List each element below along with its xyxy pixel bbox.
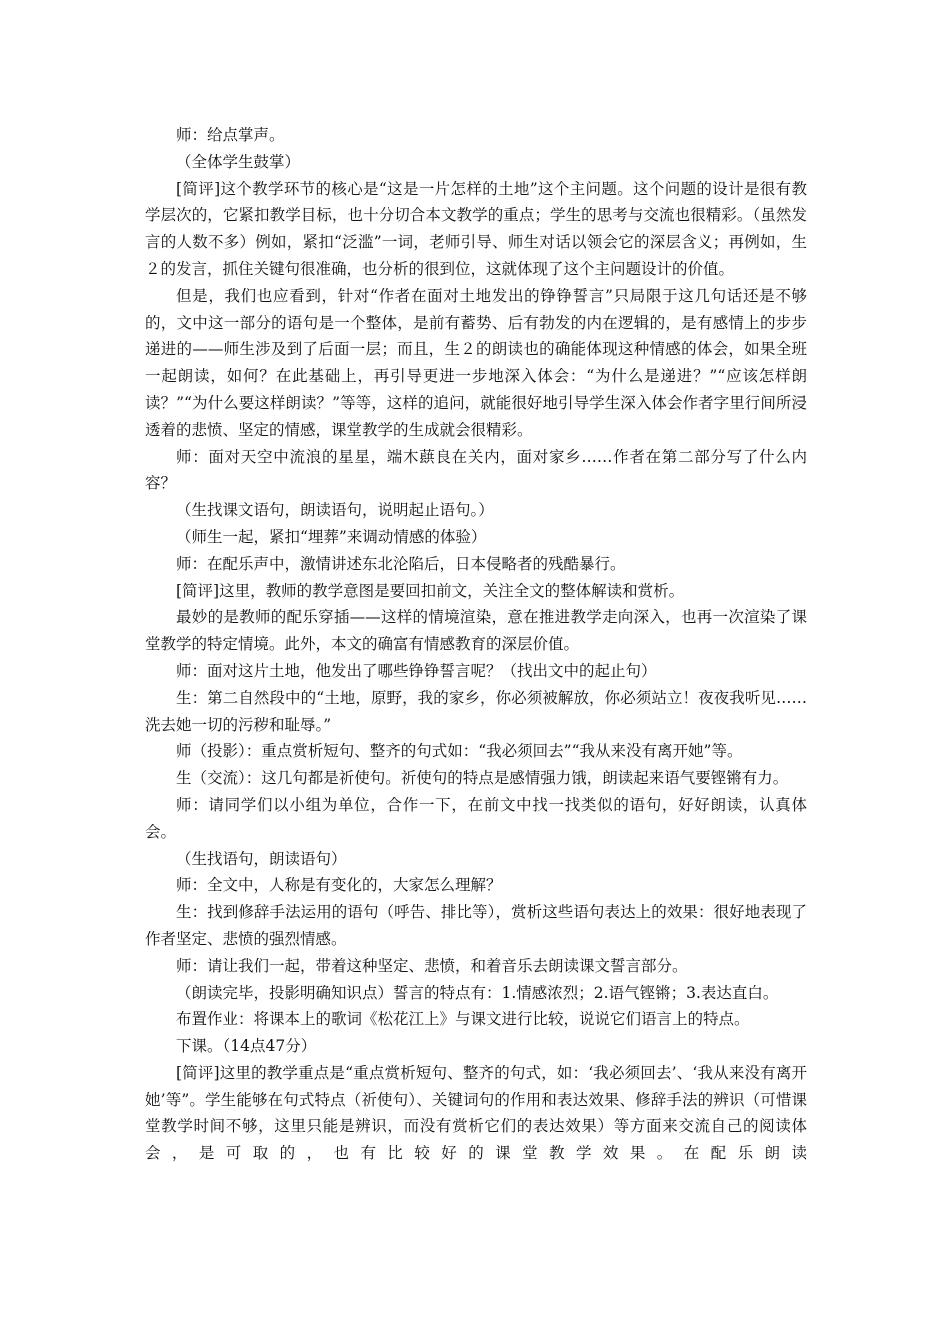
paragraph: 但是，我们也应看到，针对“作者在面对土地发出的铮铮誓言”只局限于这几句话还是不够的，文中这一部分的语句是一个整体，是前有蓄势、后有勃发的内在逻辑的，是有感情上的步步递进的——师生涉及到了后面一层；而且，生２的朗读也的确能体现这种情感的体会，如果全班一起朗读，如何？在此基础上，再引导更进一步地深入体会：“为什么是递进？”“应该怎样朗读？”“为什么要这样朗读？”等等，这样的追问，就能很好地引导学生深入体会作者字里行间所浸透着的悲愤、坚定的情感，课堂教学的生成就会很精彩。	[145, 286, 807, 439]
paragraph: 师：面对这片土地，他发出了哪些铮铮誓言呢？（找出文中的起止句）	[176, 661, 657, 680]
paragraph: 生（交流）：这几句都是祈使句。祈使句的特点是感情强力饿，朗读起来语气要铿锵有力。	[176, 769, 789, 788]
paragraph: 师（投影）：重点赏析短句、整齐的句式如：“我必须回去”“我从来没有离开她”等。	[176, 742, 743, 761]
paragraph: 师：请让我们一起，带着这种坚定、悲愤，和着音乐去朗读课文誓言部分。	[176, 956, 688, 975]
paragraph: 师：请同学们以小组为单位，合作一下，在前文中找一找类似的语句，好好朗读，认真体会。	[145, 795, 807, 841]
paragraph: [简评]这里，教师的教学意图是要回扣前文，关注全文的整体解读和赏析。	[176, 581, 685, 600]
paragraph: 布置作业：将课本上的歌词《松花江上》与课文进行比较，说说它们语言上的特点。	[176, 1010, 750, 1029]
document-body	[145, 122, 807, 1167]
paragraph: （全体学生鼓掌）	[176, 152, 301, 171]
paragraph: 师：在配乐声中，激情讲述东北沦陷后，日本侵略者的残酷暴行。	[176, 554, 626, 573]
paragraph: 师：全文中，人称是有变化的，大家怎么理解？	[176, 876, 502, 895]
paragraph: [简评]这里的教学重点是“重点赏析短句、整齐的句式，如：‘我必须回去’、‘我从来没有离开她’等”。学生能够在句式特点（祈使句）、关键词句的作用和表达效果、修辞手法的辨识（可惜课堂教学时间不够，这里只能是辨识，而没有赏析它们的表达效果）等方面来交流自己的阅读体会，是可取的，也有比较好的课堂教学效果。在配乐朗读	[145, 1063, 807, 1163]
paragraph: 师：给点掌声。	[176, 126, 285, 144]
paragraph: [简评]这个教学环节的核心是“这是一片怎样的土地”这个主问题。这个问题的设计是很有教学层次的，它紧扣教学目标，也十分切合本文教学的重点；学生的思考与交流也很精彩。（虽然发言的人数不多）例如，紧扣“泛滥”一词，老师引导、师生对话以领会它的深层含义；再例如，生２的发言，抓住关键句很准确，也分析的很到位，这就体现了这个主问题设计的价值。	[145, 179, 807, 278]
paragraph: 最妙的是教师的配乐穿插——这样的情境渲染，意在推进教学走向深入，也再一次渲染了课堂教学的特定情境。此外，本文的确富有情感教育的深层价值。	[145, 608, 807, 654]
paragraph: 生：第二自然段中的“土地，原野，我的家乡，你必须被解放，你必须站立！夜夜我听见……洗去她一切的污秽和耻辱。”	[145, 688, 807, 734]
paragraph: 下课。（14点47分）	[176, 1037, 317, 1056]
paragraph: 生：找到修辞手法运用的语句（呼告、排比等），赏析这些语句表达上的效果：很好地表现了作者坚定、悲愤的强烈情感。	[145, 903, 807, 948]
paragraph: （生找语句，朗读语句）	[176, 849, 347, 868]
paragraph: 师：面对天空中流浪的星星，端木蕻良在关内，面对家乡……作者在第二部分写了什么内容？	[145, 447, 807, 493]
paragraph: （师生一起，紧扣“埋葬”来调动情感的体验）	[176, 527, 487, 546]
paragraph: （生找课文语句，朗读语句，说明起止语句。）	[176, 501, 494, 520]
paragraph: （朗读完毕，投影明确知识点）誓言的特点有：1.情感浓烈；2.语气铿锵；3.表达直白。	[176, 983, 779, 1002]
